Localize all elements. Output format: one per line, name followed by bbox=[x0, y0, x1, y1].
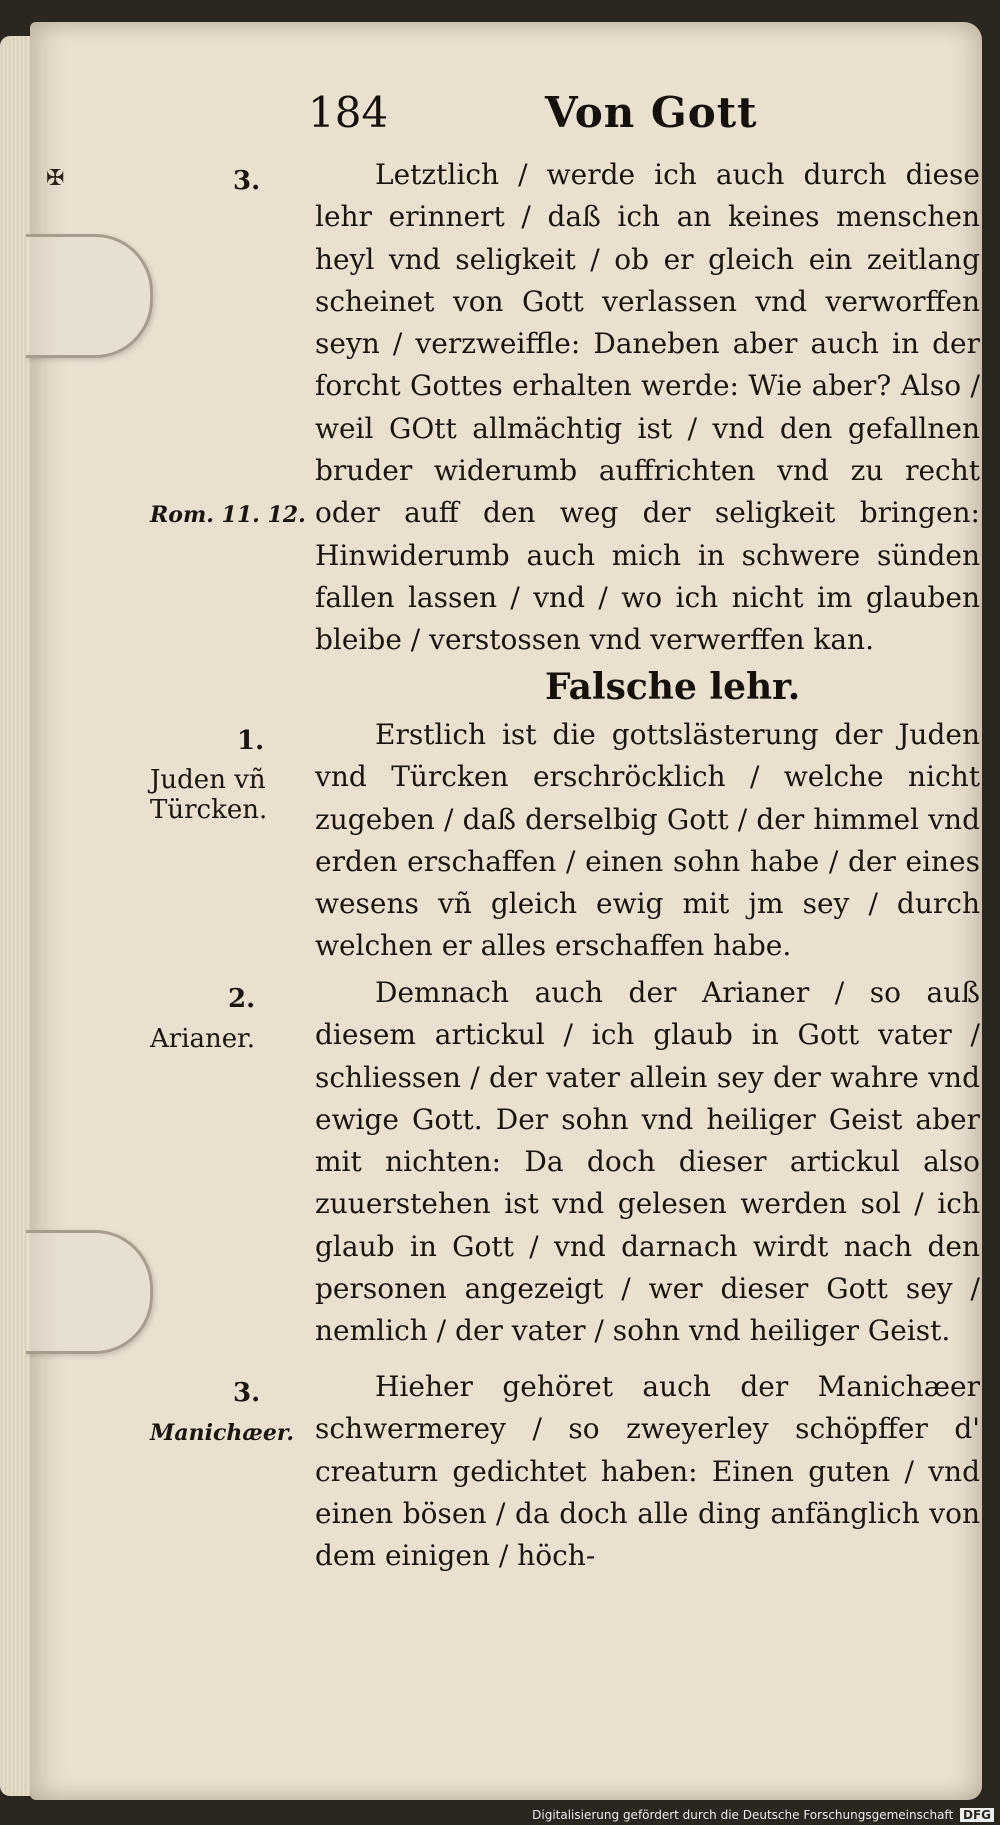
margin-note: Manichæer. bbox=[150, 1420, 295, 1446]
item-number: 3. bbox=[233, 1378, 261, 1408]
section-heading: Falsche lehr. bbox=[545, 666, 801, 708]
item-number: 1. bbox=[237, 726, 265, 756]
page-clip-top bbox=[26, 234, 153, 358]
printers-mark: ✠ bbox=[46, 166, 65, 191]
paragraph: Hieher gehöret auch der Manichæer schwermerey / so zweyerley schöpffer d' creaturn gedichtet haben: Einen guten / vnd einen bösen / da doch alle ding anfänglich von dem einigen / höch- bbox=[315, 1370, 980, 1573]
paragraph-number: 3. bbox=[233, 166, 261, 196]
body-text-block bbox=[315, 972, 980, 1353]
paragraph: Demnach auch der Arianer / so auß diesem artickul / ich glaub in Gott vater / schliessen / der vater allein sey der wahre vnd ewige Gott. Der sohn vnd heiliger Geist aber mit nichten: Da doch dieser artickul also zuuerstehen ist vnd gelesen werden sol / ich glaub in Gott / vnd darnach wirdt nach den personen angezeigt / wer dieser Gott sey / nemlich / der vater / sohn vnd heiliger Geist. bbox=[315, 976, 980, 1348]
paragraph: Letztlich / werde ich auch durch diese lehr erinnert / daß ich an keines menschen heyl vnd seligkeit / ob er gleich ein zeitlang scheinet von Gott verlassen vnd verworffen seyn / verzweiffle: Daneben aber auch in der forcht Gottes erhalten werde: Wie aber? Also / weil GOtt allmächtig ist / vnd den gefallnen bruder widerumb auffrichten vnd zu recht oder auff den weg der seligkeit bringen: Hinwiderumb auch mich in schwere sünden fallen lassen / vnd / wo ich nicht im glauben bleibe / verstossen vnd verwerffen kan. bbox=[315, 158, 980, 657]
item-number: 2. bbox=[228, 984, 256, 1014]
margin-reference: Rom. 11. 12. bbox=[150, 502, 306, 528]
body-text-block bbox=[315, 154, 980, 662]
digitization-credit bbox=[532, 1808, 994, 1822]
margin-note: Juden vñ Türcken. bbox=[150, 765, 268, 825]
page-clip-bottom bbox=[26, 1230, 153, 1354]
running-title: Von Gott bbox=[545, 88, 758, 137]
dfg-logo: DFG bbox=[960, 1808, 994, 1822]
credit-text: Digitalisierung gefördert durch die Deutsche Forschungsgemeinschaft bbox=[532, 1808, 954, 1822]
page-number: 184 bbox=[308, 88, 389, 137]
body-text-block bbox=[315, 714, 980, 968]
body-text-block bbox=[315, 1366, 980, 1577]
paragraph: Erstlich ist die gottslästerung der Juden vnd Türcken erschröcklich / welche nicht zugeben / daß derselbig Gott / der himmel vnd erden erschaffen / einen sohn habe / der eines wesens vñ gleich ewig mit jm sey / durch welchen er alles erschaffen habe. bbox=[315, 718, 980, 963]
margin-note: Arianer. bbox=[150, 1024, 255, 1054]
